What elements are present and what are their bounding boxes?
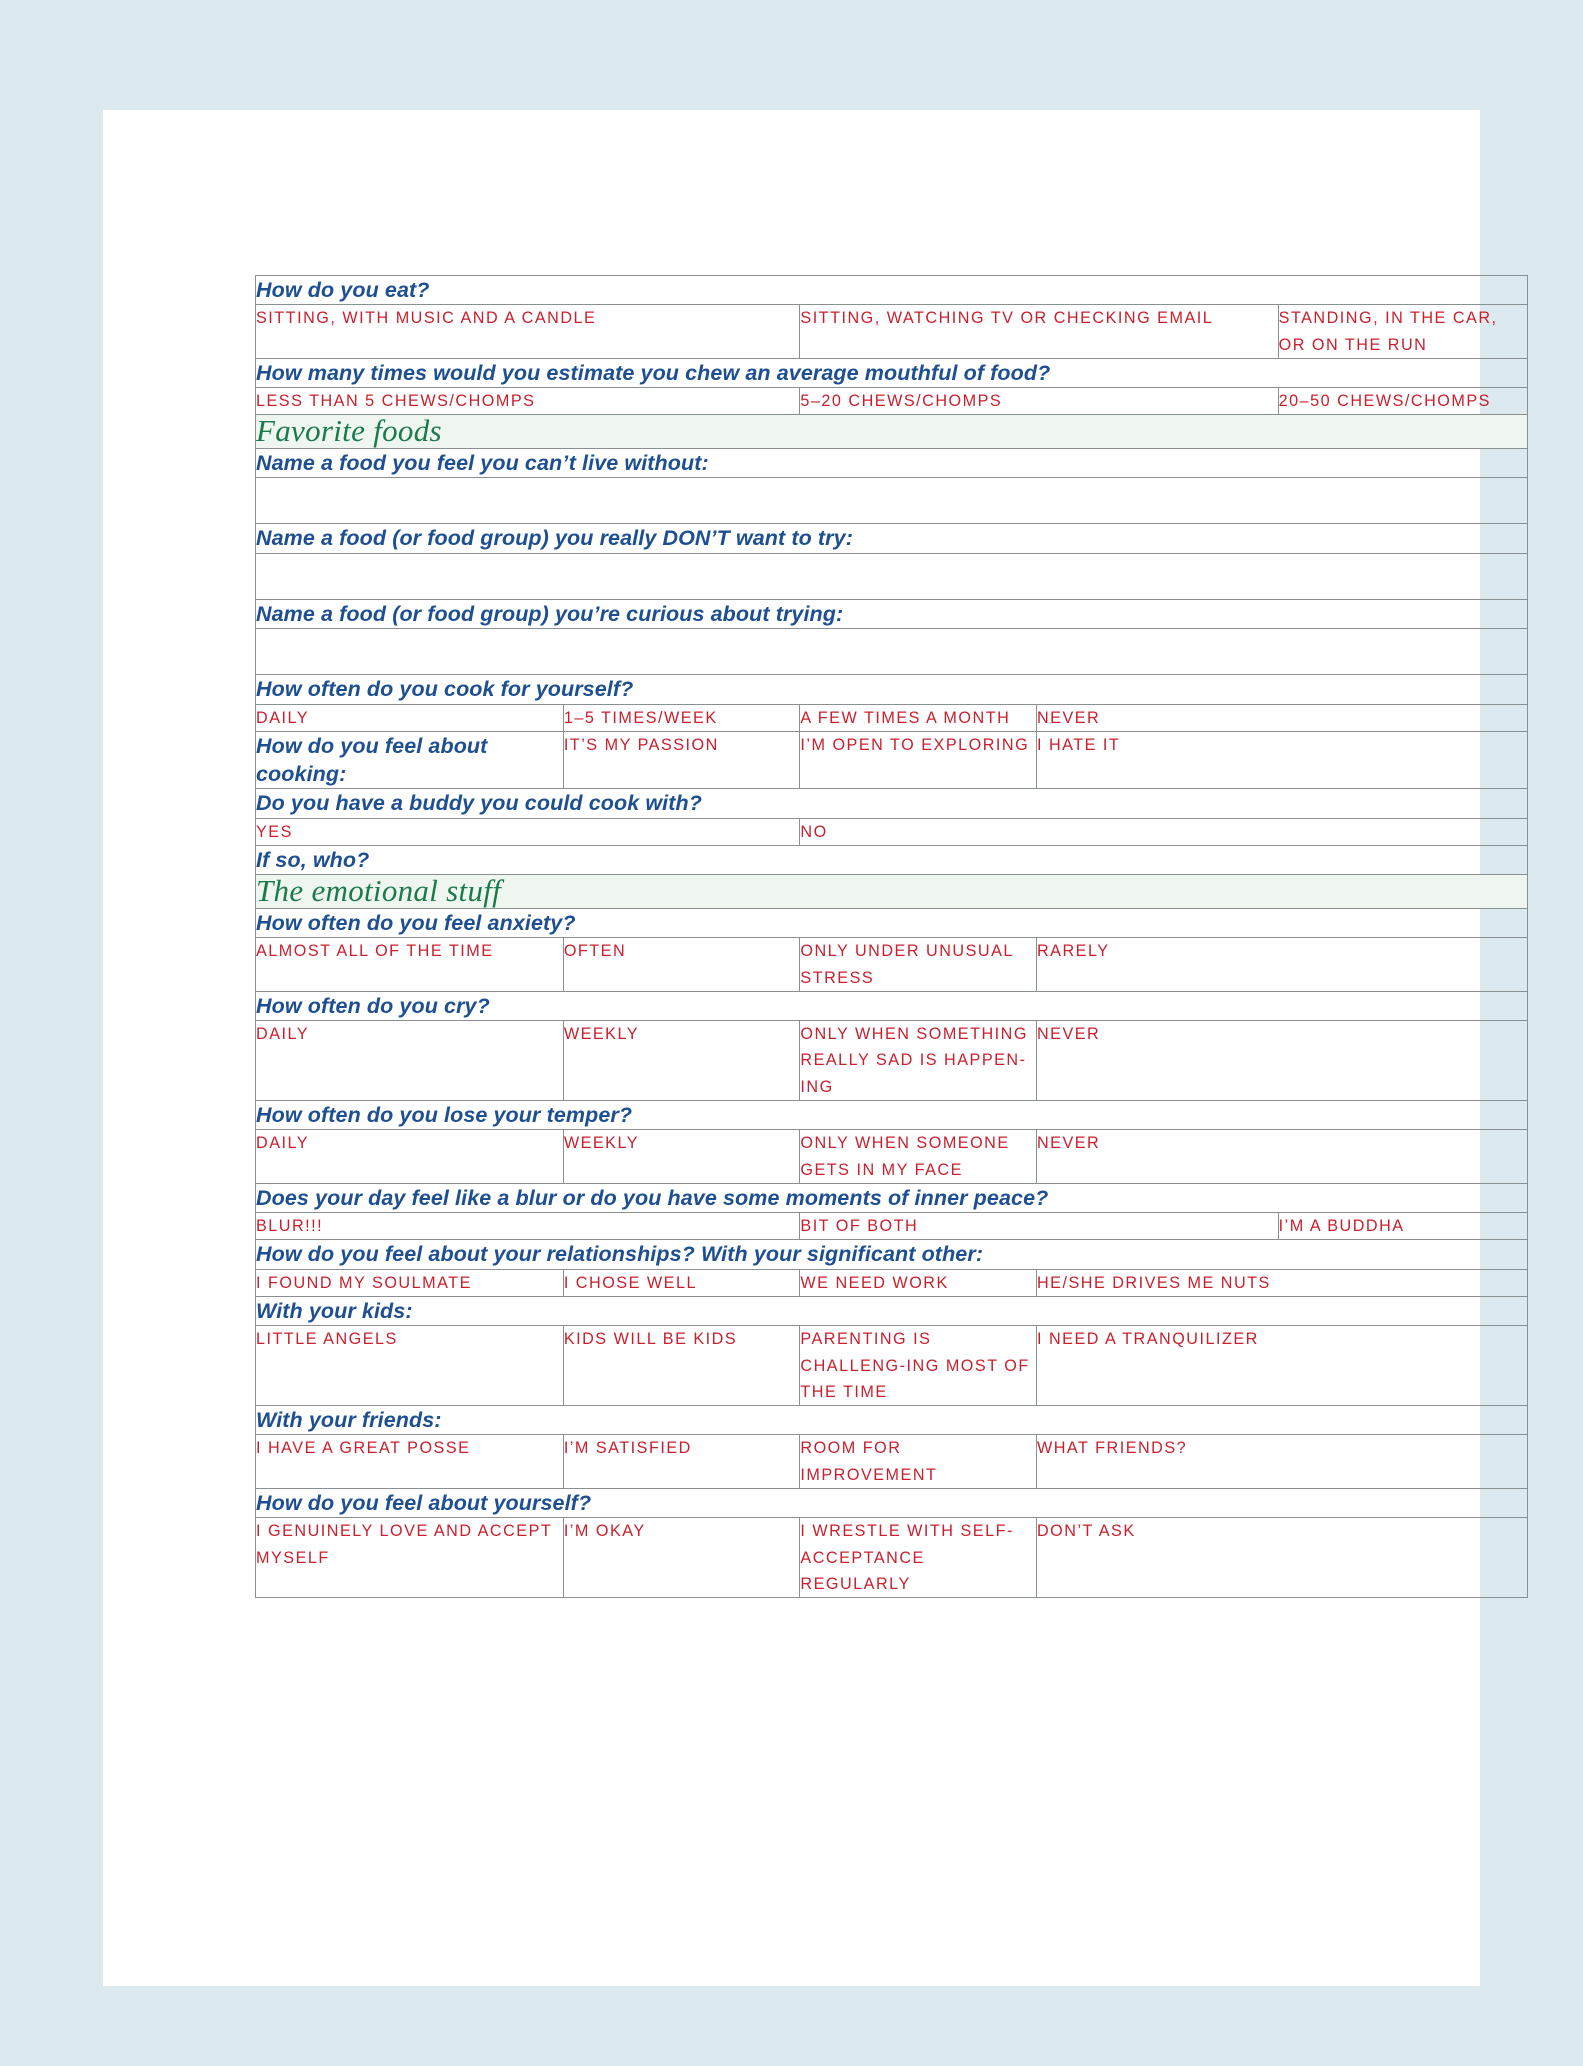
question-text: How often do you cook for yourself? [256,675,1528,704]
form-body [256,276,1528,1598]
answer-option[interactable]: NEVER [1036,704,1527,731]
answer-option[interactable]: I NEED A TRANQUILIZER [1036,1326,1527,1406]
form-row [256,909,1528,938]
answer-option[interactable]: 5–20 CHEWS/CHOMPS [800,388,1278,415]
health-test-form [255,275,1528,1598]
question-text: With your friends: [256,1406,1528,1435]
question-text: How do you eat? [256,276,1528,305]
answer-option[interactable]: SITTING, WITH MUSIC AND A CANDLE [256,305,800,358]
form-row [256,938,1528,991]
form-row [256,388,1528,415]
answer-option[interactable]: OFTEN [563,938,800,991]
section-title: The emotional stuff [256,873,502,909]
form-row [256,1435,1528,1488]
question-text: How do you feel about your relationships? With your significant other: [256,1240,1528,1269]
answer-option[interactable]: LESS THAN 5 CHEWS/CHOMPS [256,388,800,415]
answer-option[interactable]: 1–5 TIMES/WEEK [563,704,800,731]
answer-option[interactable]: LITTLE ANGELS [256,1326,564,1406]
answer-option[interactable]: RARELY [1036,938,1527,991]
section-header [256,415,1528,449]
question-text: Name a food (or food group) you really DON’T want to try: [256,524,1528,553]
form-row [256,449,1528,478]
question-text: How do you feel about cooking: [256,731,564,789]
form-row [256,553,1528,599]
form-row [256,846,1528,875]
form-row [256,599,1528,628]
answer-option[interactable]: I HAVE A GREAT POSSE [256,1435,564,1488]
answer-option[interactable]: I’M OKAY [563,1518,800,1598]
question-text: Name a food (or food group) you’re curious about trying: [256,599,1528,628]
form-row [256,818,1528,845]
answer-option[interactable]: ONLY WHEN SOMETHING REALLY SAD IS HAPPEN-ING [800,1021,1037,1101]
write-in-blank[interactable] [256,553,1528,599]
form-row [256,1183,1528,1212]
answer-option[interactable]: ONLY UNDER UNUSUAL STRESS [800,938,1037,991]
answer-option[interactable]: ROOM FOR IMPROVEMENT [800,1435,1037,1488]
form-row [256,276,1528,305]
answer-option[interactable]: WEEKLY [563,1130,800,1183]
answer-option[interactable]: ALMOST ALL OF THE TIME [256,938,564,991]
answer-option[interactable]: I HATE IT [1036,731,1527,789]
question-text: How do you feel about yourself? [256,1488,1528,1517]
answer-option[interactable]: BIT OF BOTH [800,1213,1278,1240]
answer-option[interactable]: A FEW TIMES A MONTH [800,704,1037,731]
answer-option[interactable]: SITTING, WATCHING TV OR CHECKING EMAIL [800,305,1278,358]
answer-option[interactable]: HE/SHE DRIVES ME NUTS [1036,1269,1527,1296]
answer-option[interactable]: I FOUND MY SOULMATE [256,1269,564,1296]
form-row [256,305,1528,358]
answer-option[interactable]: ONLY WHEN SOMEONE GETS IN MY FACE [800,1130,1037,1183]
form-row [256,415,1528,449]
answer-option[interactable]: I’M A BUDDHA [1278,1213,1527,1240]
question-text: Do you have a buddy you could cook with? [256,789,1528,818]
answer-option[interactable]: DAILY [256,704,564,731]
question-text: If so, who? [256,846,1528,875]
form-row [256,1240,1528,1269]
answer-option[interactable]: KIDS WILL BE KIDS [563,1326,800,1406]
form-row [256,478,1528,524]
paper-sheet [103,110,1498,1986]
write-in-blank[interactable] [256,478,1528,524]
answer-option[interactable]: STANDING, IN THE CAR, OR ON THE RUN [1278,305,1527,358]
question-text: Does your day feel like a blur or do you have some moments of inner peace? [256,1183,1528,1212]
answer-option[interactable]: WE NEED WORK [800,1269,1037,1296]
answer-option[interactable]: I GENUINELY LOVE AND ACCEPT MYSELF [256,1518,564,1598]
answer-option[interactable]: DAILY [256,1021,564,1101]
question-text: Name a food you feel you can’t live without: [256,449,1528,478]
form-row [256,524,1528,553]
form-row [256,1021,1528,1101]
question-text: How often do you lose your temper? [256,1100,1528,1129]
form-row [256,1213,1528,1240]
section-header [256,875,1528,909]
question-text: How often do you cry? [256,991,1528,1020]
answer-option[interactable]: WHAT FRIENDS? [1036,1435,1527,1488]
answer-option[interactable]: DON’T ASK [1036,1518,1527,1598]
section-title: Favorite foods [256,413,442,449]
form-row [256,1100,1528,1129]
form-row [256,1130,1528,1183]
answer-option[interactable]: BLUR!!! [256,1213,800,1240]
write-in-blank[interactable] [256,629,1528,675]
form-row [256,875,1528,909]
form-row [256,704,1528,731]
form-row [256,991,1528,1020]
answer-option[interactable]: I’M SATISFIED [563,1435,800,1488]
question-text: With your kids: [256,1297,1528,1326]
answer-option[interactable]: DAILY [256,1130,564,1183]
answer-option[interactable]: 20–50 CHEWS/CHOMPS [1278,388,1527,415]
answer-option[interactable]: NO [800,818,1528,845]
form-row [256,629,1528,675]
answer-option[interactable]: I WRESTLE WITH SELF-ACCEPTANCE REGULARLY [800,1518,1037,1598]
answer-option[interactable]: YES [256,818,800,845]
answer-option[interactable]: NEVER [1036,1021,1527,1101]
answer-option[interactable]: WEEKLY [563,1021,800,1101]
form-row [256,1406,1528,1435]
question-text: How often do you feel anxiety? [256,909,1528,938]
answer-option[interactable]: IT’S MY PASSION [563,731,800,789]
answer-option[interactable]: PARENTING IS CHALLENG-ING MOST OF THE TIME [800,1326,1037,1406]
answer-option[interactable]: I’M OPEN TO EXPLORING [800,731,1037,789]
answer-option[interactable]: I CHOSE WELL [563,1269,800,1296]
form-row [256,358,1528,387]
question-text: How many times would you estimate you chew an average mouthful of food? [256,358,1528,387]
form-row [256,675,1528,704]
form-row [256,731,1528,789]
form-row [256,1269,1528,1296]
form-row [256,1297,1528,1326]
form-row [256,1518,1528,1598]
form-row [256,1488,1528,1517]
form-row [256,789,1528,818]
form-row [256,1326,1528,1406]
answer-option[interactable]: NEVER [1036,1130,1527,1183]
